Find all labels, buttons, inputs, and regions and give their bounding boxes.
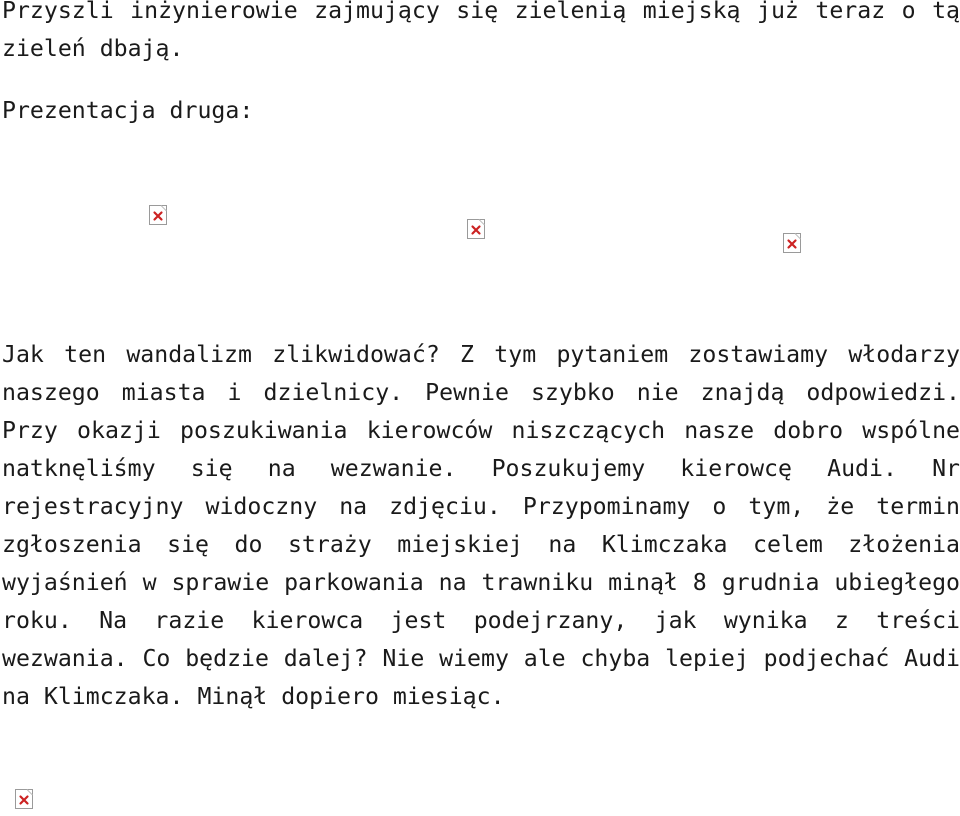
presentation-heading: Prezentacja druga: [2, 97, 254, 124]
broken-image-icon[interactable] [467, 219, 485, 239]
article-body-paragraph: Jak ten wandalizm zlikwidować? Z tym pytaniem zostawiamy włodarzy naszego miasta i dzielnicy. Pewnie szybko nie znajdą odpowiedzi. Przy okazji poszukiwania kierowców niszczących nasze dobro wspólne natknęliśmy się na wezwanie. Poszukujemy kierowcę Audi. Nr rejestracyjny widoczny na zdjęciu. Przypominamy o tym, że termin zgłoszenia się do straży miejskiej na Klimczaka celem złożenia wyjaśnień w sprawie parkowania na trawniku minął 8 grudnia ubiegłego roku. Na razie kierowca jest podejrzany, jak wynika z treści wezwania. Co będzie dalej? Nie wiemy ale chyba lepiej podjechać Audi na Klimczaka. Minął dopiero miesiąc. [2, 341, 960, 710]
intro-paragraph: Przyszli inżynierowie zajmujący się zielenią miejską już teraz o tą zieleń dbają. [2, 0, 960, 62]
broken-image-icon[interactable] [15, 789, 33, 809]
broken-image-icon[interactable] [149, 205, 167, 225]
broken-image-icon[interactable] [783, 233, 801, 253]
